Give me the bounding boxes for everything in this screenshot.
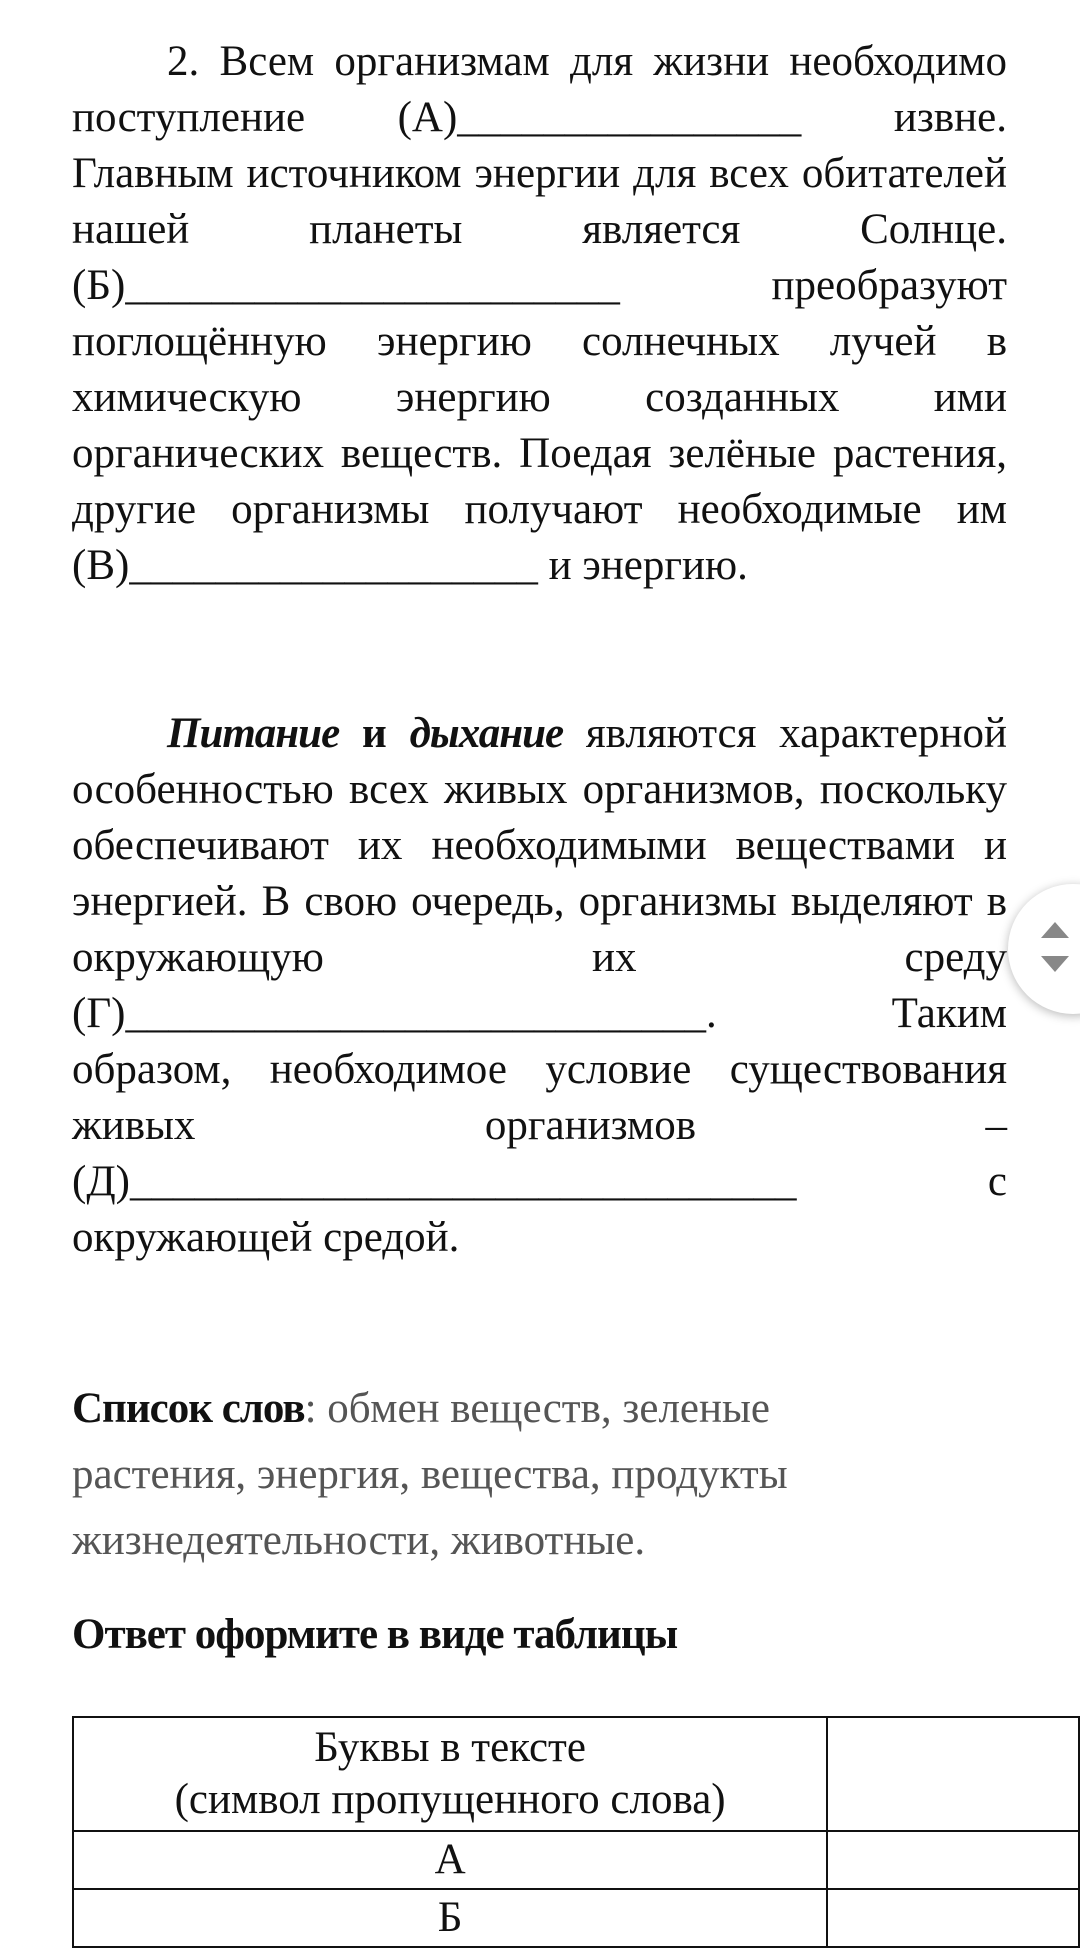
paragraph-2: Питание и дыхание являются характерной особенностью всех живых организмов, поскольку обеспечивают их необходимыми веществами и энергией. В свою очередь, организмы выделяют в окружающую их среду (Г)___________________________. Таким образом, необходимое условие существования живых организмов – (Д)_______________________________ с окружающей средой. (72, 710, 1008, 1261)
blank-v: ___________________ (129, 542, 538, 589)
answer-table (72, 1716, 1080, 1948)
table-cell-answer[interactable] (827, 1889, 1079, 1947)
answer-title: Ответ оформите в виде таблицы (72, 1611, 678, 1658)
table-row (73, 1889, 1079, 1947)
word-list-label: Список слов (72, 1385, 305, 1432)
blank-d: _______________________________ (129, 1158, 797, 1205)
word-list: Список слов: обмен веществ, зеленые растения, энергия, вещества, продукты жизнедеятельности, животные. (72, 1385, 788, 1564)
table-cell-letter: Б (73, 1889, 827, 1947)
term-respiration: дыхание (409, 710, 564, 757)
table-row (73, 1831, 1079, 1889)
scroll-up-down-icon (1038, 920, 1072, 974)
scroll-button[interactable] (1008, 884, 1080, 1014)
table-cell-answer[interactable] (827, 1831, 1079, 1889)
blank-b: _______________________ (125, 262, 620, 309)
table-cell-letter: А (73, 1831, 827, 1889)
blank-a: ________________ (457, 94, 802, 141)
conjunction: и (362, 710, 387, 757)
table-header-answer (827, 1717, 1079, 1831)
table-header-letters: Буквы в тексте (символ пропущенного слова) (73, 1717, 827, 1831)
table-header-row (73, 1717, 1079, 1831)
blank-g: ___________________________ (125, 990, 706, 1037)
task-number: 2. (167, 38, 200, 85)
word-list-text: обмен веществ, зеленые растения, энергия, вещества, продукты жизнедеятельности, животные. (72, 1385, 788, 1564)
paragraph-1: 2. Всем организмам для жизни необходимо поступление (А)________________ извне. Главным источником энергии для всех обитателей нашей планеты является Солнце. (Б)_______________________ преобразуют поглощённую энергию солнечных лучей в химическую энергию созданных ими органических веществ. Поедая зелёные растения, другие организмы получают необходимые им (В)___________________ и энергию. (72, 38, 1007, 589)
term-nutrition: Питание (167, 710, 340, 757)
